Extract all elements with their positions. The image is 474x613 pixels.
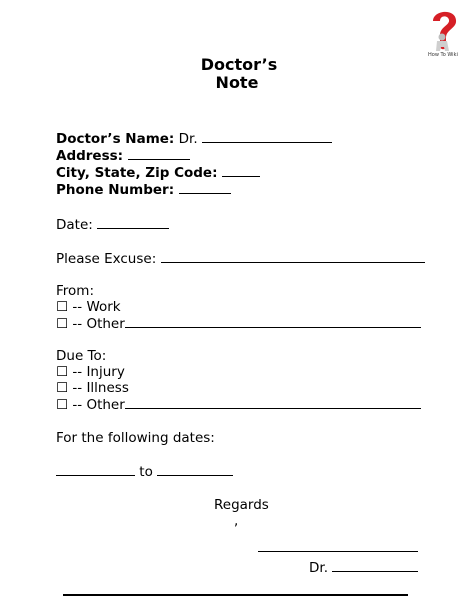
from-other-field[interactable] xyxy=(125,315,421,328)
checkbox[interactable]: ☐ xyxy=(56,316,69,332)
doctor-name-prefix: Dr. xyxy=(178,131,198,147)
to-label: to xyxy=(139,464,153,480)
bottom-divider xyxy=(63,594,408,596)
address-label: Address: xyxy=(56,148,124,164)
due-to-option-label: -- Injury xyxy=(72,364,125,380)
phone-row xyxy=(56,181,231,198)
checkbox[interactable]: ☐ xyxy=(56,364,69,380)
checkbox[interactable]: ☐ xyxy=(56,380,69,396)
regards-comma: , xyxy=(234,513,239,529)
address-row xyxy=(56,147,190,164)
city-state-zip-row xyxy=(56,164,260,181)
from-option-work xyxy=(56,299,121,315)
page-title xyxy=(0,56,474,92)
end-date-field[interactable] xyxy=(157,463,233,476)
signature-prefix: Dr. xyxy=(309,560,328,576)
due-to-option-label: -- Other xyxy=(72,397,125,413)
title-line-2: Note xyxy=(215,73,259,92)
city-state-zip-label: City, State, Zip Code: xyxy=(56,165,218,181)
date-row xyxy=(56,216,169,233)
signature-line[interactable] xyxy=(258,551,418,552)
date-field[interactable] xyxy=(97,216,169,229)
regards-text: Regards xyxy=(214,497,269,513)
please-excuse-field[interactable] xyxy=(161,250,425,263)
doctor-name-row xyxy=(56,130,332,147)
date-range-row xyxy=(56,463,233,480)
from-option-label: -- Other xyxy=(72,316,125,332)
due-to-label: Due To: xyxy=(56,348,107,364)
logo-text: How To Wiki xyxy=(428,52,458,58)
signature-name-field[interactable] xyxy=(332,559,418,572)
checkbox[interactable]: ☐ xyxy=(56,397,69,413)
city-state-zip-field[interactable] xyxy=(222,164,260,177)
checkbox[interactable]: ☐ xyxy=(56,299,69,315)
start-date-field[interactable] xyxy=(56,463,135,476)
from-option-other xyxy=(56,315,421,332)
title-line-1: Doctor’s xyxy=(200,55,278,74)
doctor-name-field[interactable] xyxy=(202,130,332,143)
phone-field[interactable] xyxy=(179,181,231,194)
due-to-other-field[interactable] xyxy=(125,396,421,409)
due-to-option-illness xyxy=(56,380,129,396)
due-to-option-injury xyxy=(56,364,125,380)
dates-label: For the following dates: xyxy=(56,430,215,446)
from-label: From: xyxy=(56,283,94,299)
doctor-name-label: Doctor’s Name: xyxy=(56,131,175,147)
phone-label: Phone Number: xyxy=(56,182,175,198)
due-to-option-label: -- Illness xyxy=(72,380,129,396)
due-to-option-other xyxy=(56,396,421,413)
address-field[interactable] xyxy=(128,147,190,160)
from-option-label: -- Work xyxy=(72,299,121,315)
please-excuse-label: Please Excuse: xyxy=(56,251,157,267)
please-excuse-row xyxy=(56,250,425,267)
signature-name-row xyxy=(309,559,418,576)
date-label: Date: xyxy=(56,217,93,233)
